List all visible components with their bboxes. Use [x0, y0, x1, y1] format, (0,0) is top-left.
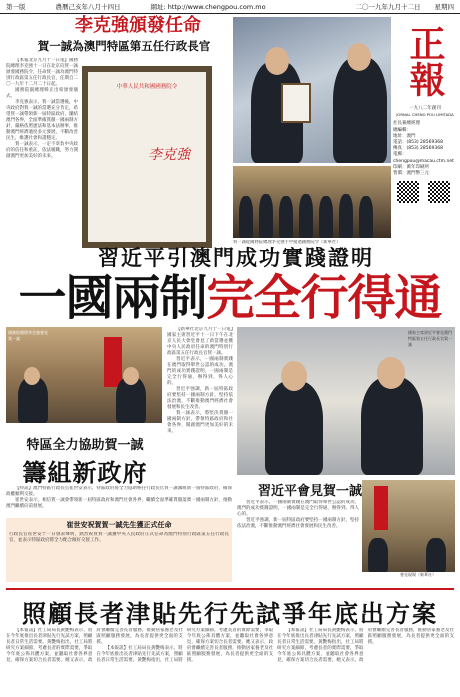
english-name: JORNAL CHENG POU LIMITADA — [396, 112, 454, 118]
masthead-title: 正報 — [404, 25, 446, 97]
date: 二〇一九年九月十二日 — [355, 3, 421, 11]
lead-headline — [10, 270, 450, 326]
story1-subhead: 賀一誠為澳門特區第五任行政長官 — [37, 39, 211, 53]
xi-handshake-photo — [237, 327, 455, 475]
story2-subhead: 特區全力協助賀一誠 — [26, 438, 144, 453]
top-photo-group — [233, 166, 391, 238]
top-photo-caption: 賀一誠從國務院總理李克強手中接過國務院令（新華社） — [233, 240, 341, 245]
bottom-body: 【本報訊】社工局局長黃艷梅表示，將在今年底推出長者津貼先行先試方案，照顧長者日常生活需要。黃艷梅指出，社工局將研究方案細節，考慮長者的實際需要，爭取今年底公佈具體方案，並聽取社會各界意見，確保方案切合長者需要。她又表示，政府會繼續完善長者服務，推動居家養老及社區照顧服務發展，為長者提供更全面的支援。 【本報訊】社工局局長黃艷梅表示，將在今年底推出長者津貼先行先試方案，照顧長者日常生活需要。黃艷梅指出，社工局將研究方案細節，考慮長者的實際需要，爭取今年底公佈具體方案，並聽取社會各界意見，確保方案切合長者需要。她又表示，政府會繼續完善長者服務，推動居家養老及社區照顧服務發展，為長者提供更全面的支援。 【本報訊】社工局局長黃艷梅表示，將在今年底推出長者津貼先行先試方案，照顧長者日常生活需要。黃艷梅指出，社工局將研究方案細節，考慮長者的實際需要，爭取今年底公佈具體方案，並聽取社會各界意見，確保方案切合長者需要。她又表示，政府會繼續完善長者服務，推動居家養老及社區照顧服務發展，為長者提供更全面的支援。 — [6, 628, 454, 663]
congrats-box-title: 崔世安祝賀賀一誠先生獲正式任命 — [66, 520, 172, 529]
story1-headline: 李克強頒發任命 — [75, 15, 201, 36]
congrats-box — [6, 518, 232, 582]
website[interactable]: 網址: http://www.chengpou.com.mo — [150, 3, 266, 11]
state-council-decree-photo — [82, 66, 212, 248]
lead-kicker: 習近平引澳門成功實踐證明 — [98, 245, 374, 270]
lead-headline-part2: 完全行得通 — [206, 270, 442, 326]
bottom-divider — [6, 588, 454, 590]
masthead — [393, 16, 457, 221]
page-header — [0, 0, 460, 14]
qr-code[interactable] — [397, 181, 419, 203]
xi-meeting-room-photo — [362, 480, 455, 572]
lead-headline-part1: 一國兩制 — [18, 270, 207, 326]
decree-heading: 中華人民共和國國務院令 — [116, 84, 178, 90]
story3-continued: 習近平表示，一國兩制實踐在澳門取得舉世公認的成功。澳門的成功實踐證明，一國兩制是完全行得通、辦得到、得人心的。 習近平強調，新一屆特區政府要堅持一國兩制方針，堅持依法治澳，不斷推動澳門經濟社會發展和民生改善。 — [237, 500, 359, 529]
li-keqiang-photo-caption: 國務院總理李克強會見賀一誠 — [8, 330, 48, 341]
story2-body: 【特訊】澳門特區行政長官崔世安表示，特區政府將全力協助候任行政長官賀一誠籌組新一屆特區政府，確保政權順利交接。 崔世安表示，相信賀一誠會帶領新一屆特區政府和澳門社會各界，繼續全面準確貫徹落實一國兩制方針，推動澳門繼續向前發展。 — [6, 486, 232, 509]
masthead-info: 社長兼總經理 總編輯： 地址：澳門 電話：(853) 28569368 傳真：(853) 28569368 電郵：chengpou@macau.ctm.net 印刷：萬年印刷所 售價：澳門幣三元 — [393, 121, 454, 177]
top-photo-handshake — [233, 17, 391, 163]
story1-body: 【本報北京九月十一日電】國務院總理李克強十一日在北京向賀一誠頒發國務院令，任命賀一誠為澳門特別行政區第五任行政長官，任期自二〇一九年十二月二十日起。 國務院副總理韓正出席頒發儀式。 李克強表示，賀一誠當選後，中央政府對賀一誠的當選充分肯定，希望賀一誠帶領新一屆特區政府，團結澳門各界，全面準確貫徹一國兩制方針，嚴格依照憲法和基本法辦事，推動澳門經濟適度多元發展，不斷改善民生，維護社會和諧穩定。 賀一誠表示，一定不辜負中央政府的信任和重託，依法履職，努力開創澳門更加美好的未來。 — [6, 58, 78, 159]
story2-headline: 籌組新政府 — [22, 458, 148, 487]
decree-signature: 李克強 — [148, 147, 190, 163]
story3-title: 習近平會見賀一誠 — [257, 484, 362, 499]
lunar-date: 農曆己亥年八月十四日 — [55, 3, 121, 11]
story3-body: 【新華社北京九月十一日電】國家主席習近平十一日下午在北京人民大會堂會見了新當選並獲中央人民政府任命的澳門特別行政區第五任行政長官賀一誠。 習近平表示，一國兩制實踐在澳門取得舉世公認的成功。澳門的成功實踐證明，一國兩制是完全行得通、辦得到、得人心的。 習近平強調，新一屆特區政府要堅持一國兩制方針，堅持依法治澳，不斷推動澳門經濟社會發展和民生改善。 賀一誠表示，將堅決貫徹一國兩制方針，帶領特區政府和社會各界，開創澳門更加美好的未來。 — [167, 327, 233, 434]
congrats-box-body: 行政長官崔世安十一日發表聲明，熱烈祝賀賀一誠獲中央人民政府正式任命為澳門特別行政區第五任行政長官，並表示特區政府將全力配合做好交接工作。 — [9, 532, 229, 543]
founded: 一九八二年創刊 — [409, 106, 441, 111]
xi-meeting-room-caption: 會見現場（新華社） — [400, 572, 436, 577]
page-number: 第一版 — [6, 3, 26, 11]
xi-photo-caption: 國家主席習近平會見澳門特區第五任行政長官賀一誠 — [408, 330, 452, 347]
bottom-headline: 照顧長者津貼先行先試爭年底出方案 — [22, 599, 438, 628]
qr-code-2[interactable] — [428, 181, 450, 203]
weekday: 星期四 — [434, 3, 454, 11]
